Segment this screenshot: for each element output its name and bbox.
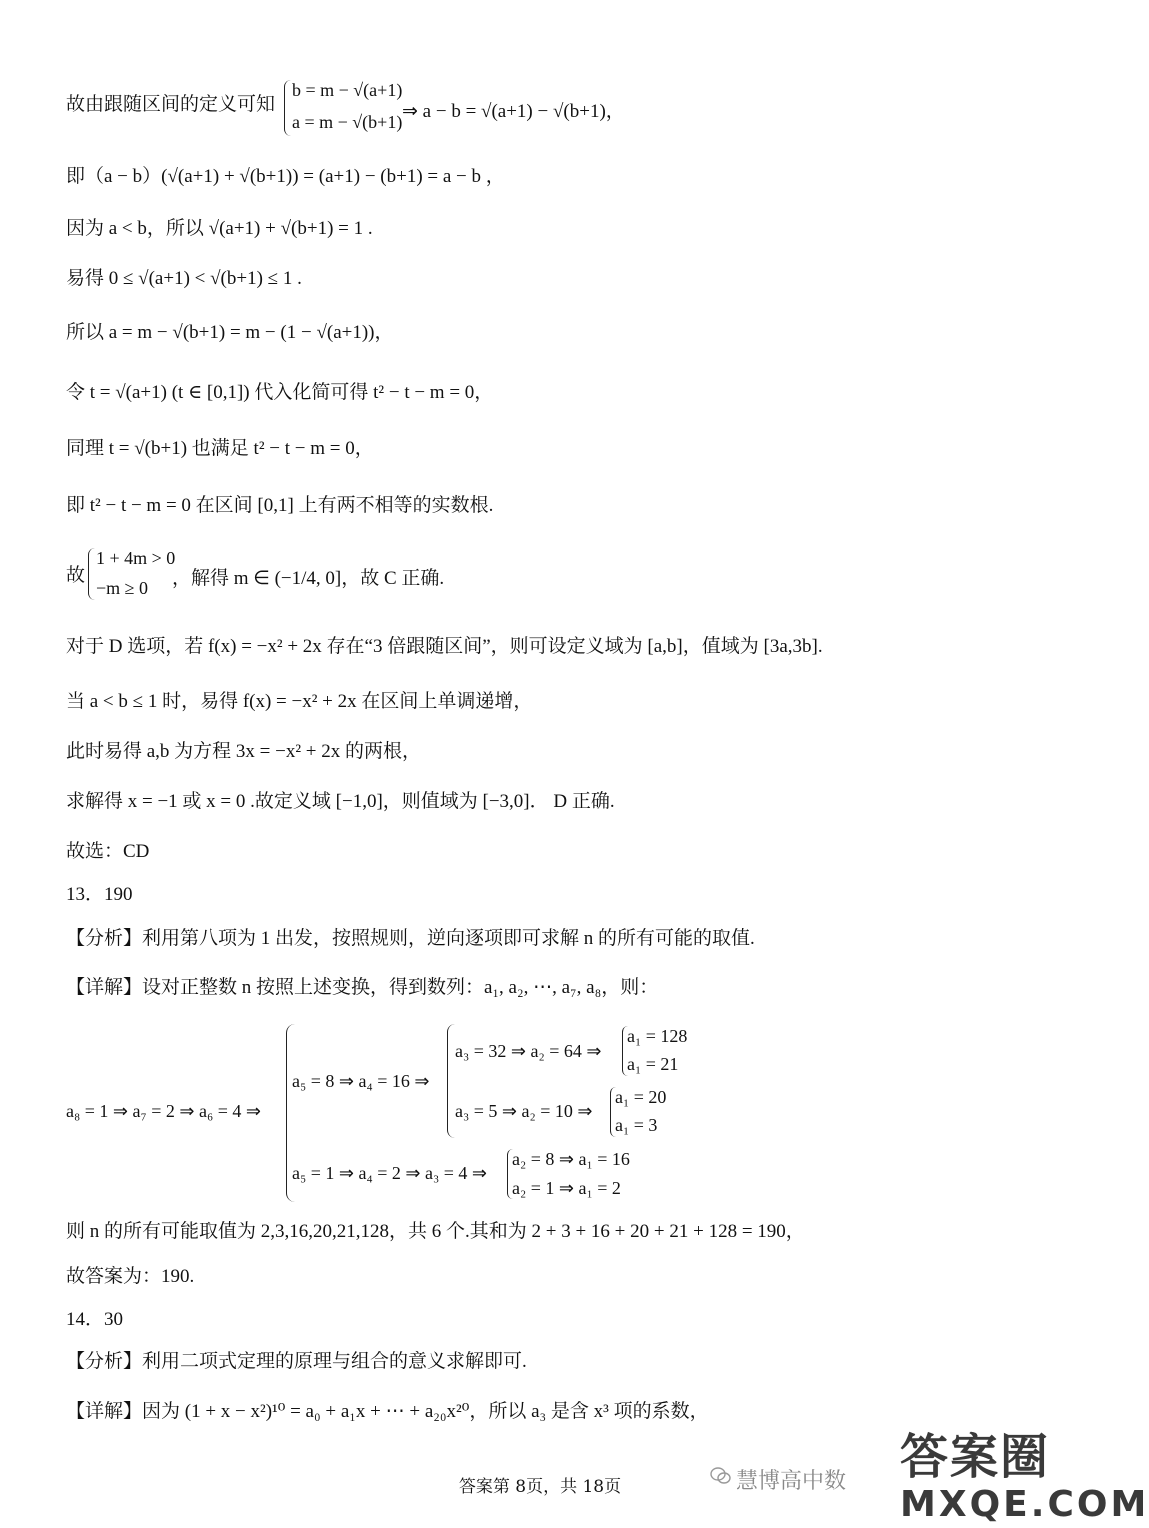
text-line-1: 故由跟随区间的定义可知 <box>66 93 276 115</box>
tree-leaf: a₂ = 1 ⇒ a₁ = 2 <box>512 1178 621 1198</box>
wechat-icon <box>710 1466 732 1486</box>
answer-choice: 故选：CD <box>66 841 150 862</box>
system-row: −m ≥ 0 <box>96 578 149 598</box>
tree-leaf: a₁ = 21 <box>627 1054 679 1074</box>
tree-branch: a₅ = 1 ⇒ a₄ = 2 ⇒ a₃ = 4 ⇒ <box>292 1163 487 1183</box>
text-line-11: 当 a < b ≤ 1 时，易得 f(x) = −x² + 2x 在区间上单调递增， <box>66 691 533 712</box>
tree-leaf: a₂ = 8 ⇒ a₁ = 16 <box>512 1149 630 1169</box>
text-line-19: 故答案为：190. <box>66 1266 195 1287</box>
analysis-14: 【分析】利用二项式定理的原理与组合的意义求解即可. <box>66 1351 527 1372</box>
watermark <box>710 1418 1149 1528</box>
detail-14: 【详解】因为 (1 + x − x²)¹⁰ = a₀ + a₁x + ⋯ + a₂₀x²⁰，所以 a₃ 是含 x³ 项的系数， <box>66 1401 709 1422</box>
watermark-logo-bottom: MXQE.COM <box>900 1484 1149 1525</box>
tree-leaf: a₁ = 20 <box>615 1087 667 1107</box>
analysis-13: 【分析】利用第八项为 1 出发，按照规则，逆向逐项即可求解 n 的所有可能的取值. <box>66 928 755 949</box>
system-row: a = m − √(b+1) <box>292 112 403 132</box>
system-row: 1 + 4m > 0 <box>96 548 176 568</box>
question-13-answer: 13．190 <box>66 884 133 905</box>
tree-brace <box>447 1024 455 1138</box>
tree-leaf: a₁ = 3 <box>615 1115 658 1135</box>
text-line-8: 即 t² − t − m = 0 在区间 [0,1] 上有两不相等的实数根. <box>66 495 494 516</box>
result-expression: ⇒ a − b = √(a+1) − √(b+1)， <box>402 101 625 122</box>
detail-13: 【详解】设对正整数 n 按照上述变换，得到数列：a₁, a₂, ⋯, a₇, a₈，则： <box>66 977 659 998</box>
text-line-9: 故 <box>66 564 86 586</box>
question-14-answer: 14．30 <box>66 1309 124 1330</box>
interval-result: ，解得 m ∈ (−1/4, 0]，故 C 正确. <box>172 568 445 589</box>
text-line-13: 求解得 x = −1 或 x = 0 .故定义域 [−1,0]，则值域为 [−3,0]． D 正确. <box>66 791 615 812</box>
system-brace <box>284 80 291 136</box>
text-line-5: 所以 a = m − √(b+1) = m − (1 − √(a+1))， <box>66 322 394 343</box>
system-row: b = m − √(a+1) <box>292 80 403 100</box>
text-line-4: 易得 0 ≤ √(a+1) < √(b+1) ≤ 1 . <box>66 268 302 289</box>
text-line-6: 令 t = √(a+1) (t ∈ [0,1]) 代入化简可得 t² − t − m = 0， <box>66 382 494 403</box>
tree-branch: a₃ = 32 ⇒ a₂ = 64 ⇒ <box>455 1041 602 1061</box>
tree-branch: a₃ = 5 ⇒ a₂ = 10 ⇒ <box>455 1101 593 1121</box>
text-line-10: 对于 D 选项，若 f(x) = −x² + 2x 存在“3 倍跟随区间”，则可设定义域为 [a,b]，值域为 [3a,3b]. <box>66 636 823 657</box>
watermark-channel: 慧博高中数 <box>736 1469 847 1494</box>
text-line-3: 因为 a < b，所以 √(a+1) + √(b+1) = 1 . <box>66 218 373 239</box>
text-line-18: 则 n 的所有可能取值为 2,3,16,20,21,128，共 6 个.其和为 2 + 3 + 16 + 20 + 21 + 128 = 190， <box>66 1221 805 1242</box>
text-line-12: 此时易得 a,b 为方程 3x = −x² + 2x 的两根， <box>66 741 422 762</box>
tree-root: a₈ = 1 ⇒ a₇ = 2 ⇒ a₆ = 4 ⇒ <box>66 1101 261 1121</box>
watermark-logo-top: 答案圈 <box>900 1429 1051 1485</box>
page-footer: 答案第 8页，共 18页 <box>458 1477 622 1497</box>
tree-branch: a₅ = 8 ⇒ a₄ = 16 ⇒ <box>292 1071 430 1091</box>
text-line-2: 即（a − b）(√(a+1) + √(b+1)) = (a+1) − (b+1) = a − b ， <box>66 166 505 187</box>
tree-leaf: a₁ = 128 <box>627 1026 688 1046</box>
system-brace <box>88 548 95 600</box>
text-line-7: 同理 t = √(b+1) 也满足 t² − t − m = 0， <box>66 438 374 459</box>
